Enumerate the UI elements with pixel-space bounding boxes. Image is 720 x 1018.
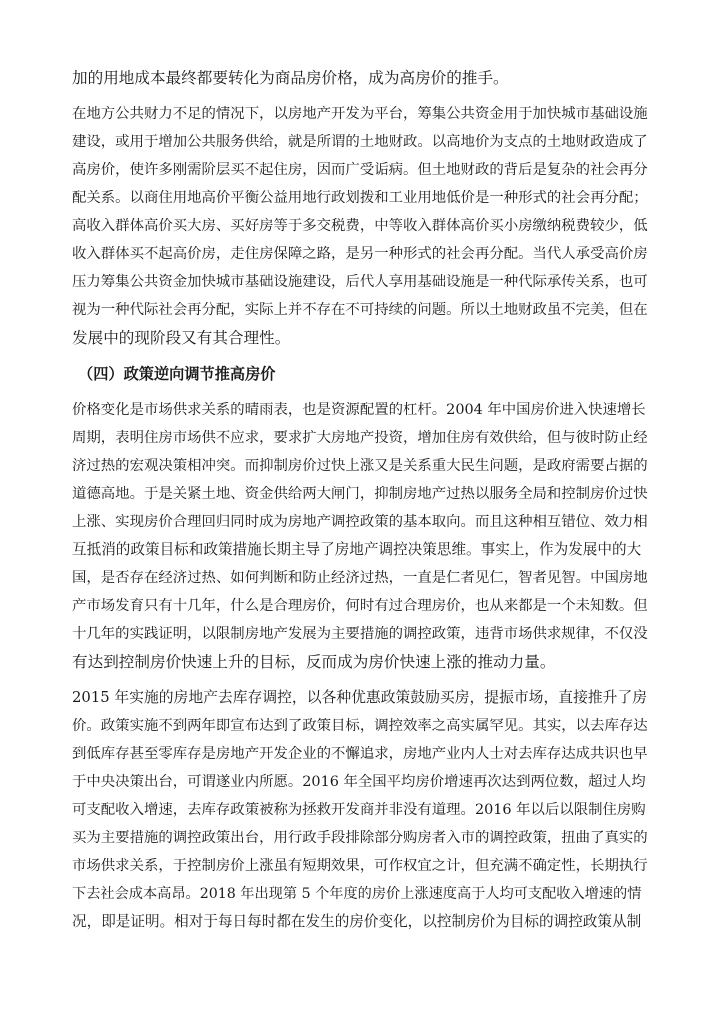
text-line: 视为一种代际社会再分配，实际上并不存在不可持续的问题。所以土地财政虽不完美，但在 [72,302,648,318]
text-line: 收入群体买不起高价房，走住房保障之路，是另一种形式的社会再分配。当代人承受高价房 [72,246,648,262]
text-line: 济过热的宏观决策相冲突。而抑制房价过快上涨又是关系重大民生问题，是政府需要占据的 [72,458,648,474]
text-line: 买为主要措施的调控政策出台，用行政手段排除部分购房者入市的调控政策，扭曲了真实的 [72,830,648,846]
text-line: 产市场发育只有十几年，什么是合理房价，何时有过合理房价，也从来都是一个未知数。但 [72,598,648,614]
text-line: 建设，或用于增加公共服务供给，就是所谓的土地财政。以高地价为支点的土地财政造成了 [72,134,648,150]
text-line: 有达到控制房价快速上升的目标，反而成为房价快速上涨的推动力量。 [72,653,556,671]
text-line: 价。政策实施不到两年即宣布达到了政策目标，调控效率之高实属罕见。其实，以去库存达 [72,718,648,734]
text-line: 配关系。以商住用地高价平衡公益用地行政划拨和工业用地低价是一种形式的社会再分配； [72,190,648,206]
section-heading: （四）政策逆向调节推高房价 [78,365,276,383]
text-line: 可支配收入增速，去库存政策被称为拯救开发商并非没有道理。2016 年以后以限制住房购 [72,802,646,818]
text-line: 况，即是证明。相对于每日每时都在发生的房价变化，以控制房价为目标的调控政策从制 [72,913,642,930]
text-line: 市场供求关系，于控制房价上涨虽有短期效果，可作权宜之计，但充满不确定性，长期执行 [72,858,648,874]
text-line: 十几年的实践证明，以限制房地产发展为主要措施的调控政策，违背市场供求规律，不仅没 [72,626,648,642]
text-line: 高收入群体高价买大房、买好房等于多交税费，中等收入群体高价买小房缴纳税费较少，低 [72,218,648,234]
text-line: 道德高地。于是关紧土地、资金供给两大闸门，抑制房地产过热以服务全局和控制房价过快 [72,486,648,502]
text-line: 周期，表明住房市场供不应求，要求扩大房地产投资，增加住房有效供给，但与彼时防止经 [72,430,648,446]
text-line: 高房价，使许多刚需阶层买不起住房，因而广受诟病。但土地财政的背后是复杂的社会再分 [72,162,648,178]
text-line: 于中央决策出台，可谓遂业内所愿。2016 年全国平均房价增速再次达到两位数，超过人均 [72,774,646,790]
text-line: 发展中的现阶段又有其合理性。 [72,329,291,347]
text-line: 在地方公共财力不足的情况下，以房地产开发为平台，筹集公共资金用于加快城市基础设施 [72,106,648,122]
text-line: 压力筹集公共资金加快城市基础设施建设，后代人享用基础设施是一种代际承传关系，也可 [72,274,648,290]
text-line: 到低库存甚至零库存是房地产开发企业的不懈追求，房地产业内人士对去库存达成共识也早 [72,746,648,762]
text-line: 加的用地成本最终都要转化为商品房价格，成为高房价的推手。 [72,69,509,87]
text-line: 2015 年实施的房地产去库存调控，以各种优惠政策鼓励买房，提振市场，直接推升了房 [72,689,648,706]
text-line: 互抵消的政策目标和政策措施长期主导了房地产调控决策思维。事实上，作为发展中的大 [72,541,642,558]
text-line: 价格变化是市场供求关系的晴雨表，也是资源配置的杠杆。2004 年中国房价进入快速增长 [72,402,646,418]
text-line: 上涨、实现房价合理回归同时成为房地产调控政策的基本取向。而且这种相互错位、效力相 [72,514,648,530]
text-line: 下去社会成本高昂。2018 年出现第 5 个年度的房价上涨速度高于人均可支配收入增速的情 [72,886,642,902]
text-line: 国，是否存在经济过热、如何判断和防止经济过热，一直是仁者见仁，智者见智。中国房地 [72,570,648,586]
